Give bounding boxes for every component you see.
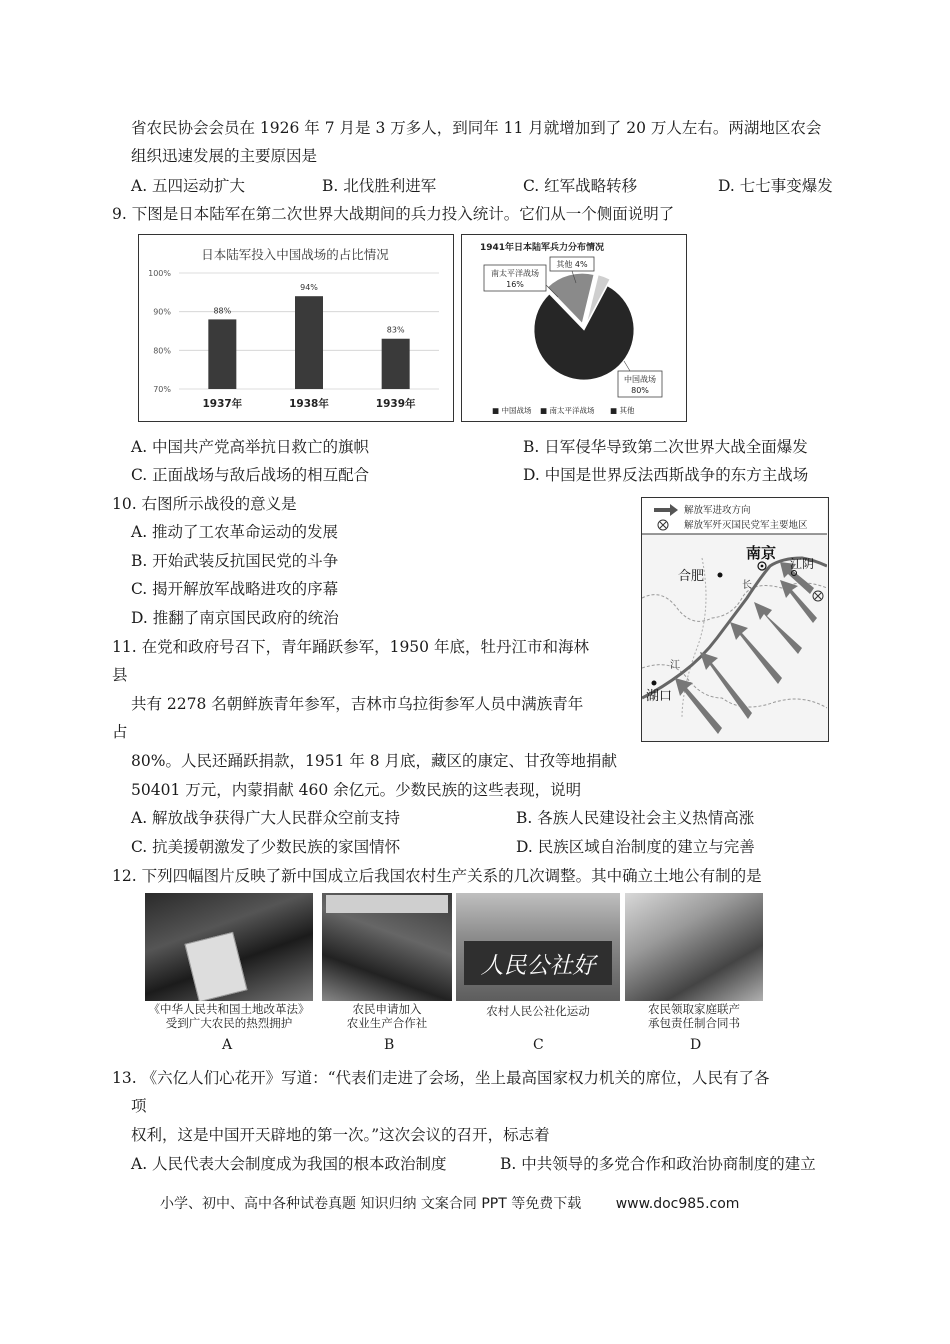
attack-arrow bbox=[730, 622, 782, 684]
pie-chart-title: 1941年日本陆军兵力分布情况 bbox=[479, 243, 605, 253]
bar-chart bbox=[138, 234, 454, 422]
city-marker bbox=[718, 573, 723, 578]
battle-map bbox=[641, 497, 829, 742]
legend-entry: ■ 南太平洋战场 bbox=[540, 406, 595, 415]
option-a: A. 推动了工农革命运动的发展 bbox=[131, 523, 339, 541]
question-text: 组织迅速发展的主要原因是 bbox=[131, 147, 318, 165]
question-11-text: 占 bbox=[112, 723, 128, 741]
city-nanjing: 南京 bbox=[746, 544, 777, 562]
option-c: C. 抗美援朝激发了少数民族的家国情怀 bbox=[131, 838, 401, 856]
option-d: D. 七七事变爆发 bbox=[718, 177, 833, 195]
x-tick-label: 1937年 bbox=[202, 398, 243, 410]
photo-b-caption-1: 农民申请加入 bbox=[352, 1002, 422, 1016]
question-11-text: 共有 2278 名朝鲜族青年参军，吉林市乌拉街参军人员中满族青年 bbox=[131, 695, 584, 713]
option-c: C. 揭开解放军战略进攻的序幕 bbox=[131, 580, 339, 598]
annihilation-marker-cross bbox=[815, 593, 821, 599]
photo-c-caption-1: 农村人民公社化运动 bbox=[486, 1004, 590, 1018]
photo-d-caption-2: 承包责任制合同书 bbox=[648, 1016, 740, 1030]
y-tick-label: 80% bbox=[153, 346, 171, 356]
document-sheet bbox=[184, 932, 247, 1001]
question-12-stem: 12. 下列四幅图片反映了新中国成立后我国农村生产关系的几次调整。其中确立土地公有制的是 bbox=[112, 867, 762, 885]
option-c: C. 红军战略转移 bbox=[523, 177, 638, 195]
pie-chart-svg bbox=[462, 235, 685, 420]
river-label: 江 bbox=[670, 660, 680, 671]
question-10-stem: 10. 右图所示战役的意义是 bbox=[112, 495, 297, 513]
y-tick-label: 70% bbox=[153, 385, 171, 394]
photo-d-caption-1: 农民领取家庭联产 bbox=[648, 1002, 740, 1016]
city-jiangyin: 江阴 bbox=[790, 557, 815, 571]
bar bbox=[295, 296, 323, 389]
bar-chart-title: 日本陆军投入中国战场的占比情况 bbox=[201, 247, 389, 262]
callout-china-name: 中国战场 bbox=[624, 375, 656, 384]
banner-strip bbox=[326, 895, 448, 913]
river-label: 长 bbox=[742, 580, 752, 591]
photo-peoples-commune bbox=[456, 893, 620, 1001]
bar bbox=[208, 319, 236, 389]
y-tick-label: 90% bbox=[153, 307, 171, 317]
option-a: A. 五四运动扩大 bbox=[131, 177, 246, 195]
photo-b-letter: B bbox=[384, 1037, 395, 1053]
callout-south-pacific-name: 南太平洋战场 bbox=[491, 269, 539, 278]
callout-south-pacific-value: 16% bbox=[506, 280, 524, 289]
pie-chart bbox=[461, 234, 687, 422]
legend-annihilation-area: 解放军歼灭国民党军主要地区 bbox=[684, 520, 808, 531]
x-tick-label: 1938年 bbox=[289, 398, 329, 410]
legend-attack-direction: 解放军进攻方向 bbox=[684, 505, 751, 516]
bar-value-label: 94% bbox=[300, 283, 318, 293]
photo-d-letter: D bbox=[690, 1037, 702, 1053]
option-b: B. 日军侵华导致第二次世界大战全面爆发 bbox=[523, 438, 808, 456]
photo-c-letter: C bbox=[533, 1037, 544, 1053]
question-11-text: 80%。人民还踊跃捐款，1951 年 8 月底，藏区的康定、甘孜等地捐献 bbox=[131, 752, 618, 770]
question-11-text: 50401 万元，内蒙捐献 460 余亿元。少数民族的这些表现，说明 bbox=[131, 781, 582, 799]
option-b: B. 中共领导的多党合作和政治协商制度的建立 bbox=[500, 1155, 816, 1173]
option-a: A. 解放战争获得广大人民群众空前支持 bbox=[131, 809, 401, 827]
option-a: A. 人民代表大会制度成为我国的根本政治制度 bbox=[131, 1155, 447, 1173]
question-13-text: 13. 《六亿人们心花开》写道：“代表们走进了会场，坐上最高国家权力机关的席位，人民有了各 bbox=[112, 1069, 770, 1087]
option-c: C. 正面战场与敌后战场的相互配合 bbox=[131, 466, 370, 484]
photo-land-reform-law bbox=[145, 893, 313, 1001]
callout-other: 其他 4% bbox=[556, 260, 588, 269]
option-d: D. 民族区域自治制度的建立与完善 bbox=[516, 838, 755, 856]
attack-arrow bbox=[754, 602, 802, 654]
footer-text: 小学、初中、高中各种试卷真题 知识归纳 文案合同 PPT 等免费下载 bbox=[160, 1196, 582, 1212]
city-hukou: 湖口 bbox=[646, 689, 673, 704]
photo-household-contract bbox=[625, 893, 763, 1001]
x-tick-label: 1939年 bbox=[375, 398, 416, 410]
attack-arrow bbox=[675, 678, 722, 734]
question-text: 省农民协会会员在 1926 年 7 月是 3 万多人，到同年 11 月就增加到了 20 万人左右。两湖地区农会 bbox=[131, 119, 822, 137]
city-marker-dot bbox=[761, 565, 764, 568]
bar-chart-svg bbox=[139, 235, 452, 420]
commune-banner-text: 人民公社好 bbox=[480, 953, 596, 979]
question-13-text: 权利，这是中国开天辟地的第一次。”这次会议的召开，标志着 bbox=[131, 1126, 550, 1144]
footer-url[interactable]: www.doc985.com bbox=[615, 1196, 740, 1212]
option-b: B. 开始武装反抗国民党的斗争 bbox=[131, 552, 339, 570]
photo-b-caption-2: 农业生产合作社 bbox=[346, 1016, 428, 1030]
photo-cooperative-application bbox=[322, 893, 452, 1001]
question-13-text: 项 bbox=[131, 1097, 147, 1115]
callout-china-value: 80% bbox=[631, 386, 649, 395]
photo-a-caption-1: 《中华人民共和国土地改革法》 bbox=[148, 1002, 310, 1016]
attack-arrow bbox=[700, 652, 752, 719]
footer bbox=[160, 1193, 739, 1213]
bar bbox=[382, 339, 410, 389]
city-marker bbox=[652, 681, 657, 686]
bar-value-label: 83% bbox=[386, 325, 405, 335]
callout-line bbox=[624, 361, 630, 371]
option-d: D. 中国是世界反法西斯战争的东方主战场 bbox=[523, 466, 809, 484]
y-tick-label: 100% bbox=[148, 269, 171, 278]
question-11-text: 11. 在党和政府号召下，青年踊跃参军，1950 年底，牡丹江市和海林 bbox=[112, 638, 589, 656]
city-hefei: 合肥 bbox=[678, 569, 705, 584]
option-b: B. 各族人民建设社会主义热情高涨 bbox=[516, 809, 755, 827]
legend-entry: ■ 中国战场 bbox=[492, 406, 532, 415]
battle-map-svg bbox=[642, 498, 827, 740]
bar-value-label: 88% bbox=[213, 306, 232, 316]
legend-entry: ■ 其他 bbox=[610, 406, 635, 415]
photo-a-letter: A bbox=[222, 1037, 233, 1053]
option-d: D. 推翻了南京国民政府的统治 bbox=[131, 609, 339, 627]
question-11-text: 县 bbox=[112, 666, 128, 684]
option-b: B. 北伐胜利进军 bbox=[322, 177, 437, 195]
option-a: A. 中国共产党高举抗日救亡的旗帜 bbox=[131, 438, 370, 456]
question-9-stem: 9. 下图是日本陆军在第二次世界大战期间的兵力投入统计。它们从一个侧面说明了 bbox=[112, 205, 675, 223]
photo-a-caption-2: 受到广大农民的热烈拥护 bbox=[165, 1016, 293, 1030]
